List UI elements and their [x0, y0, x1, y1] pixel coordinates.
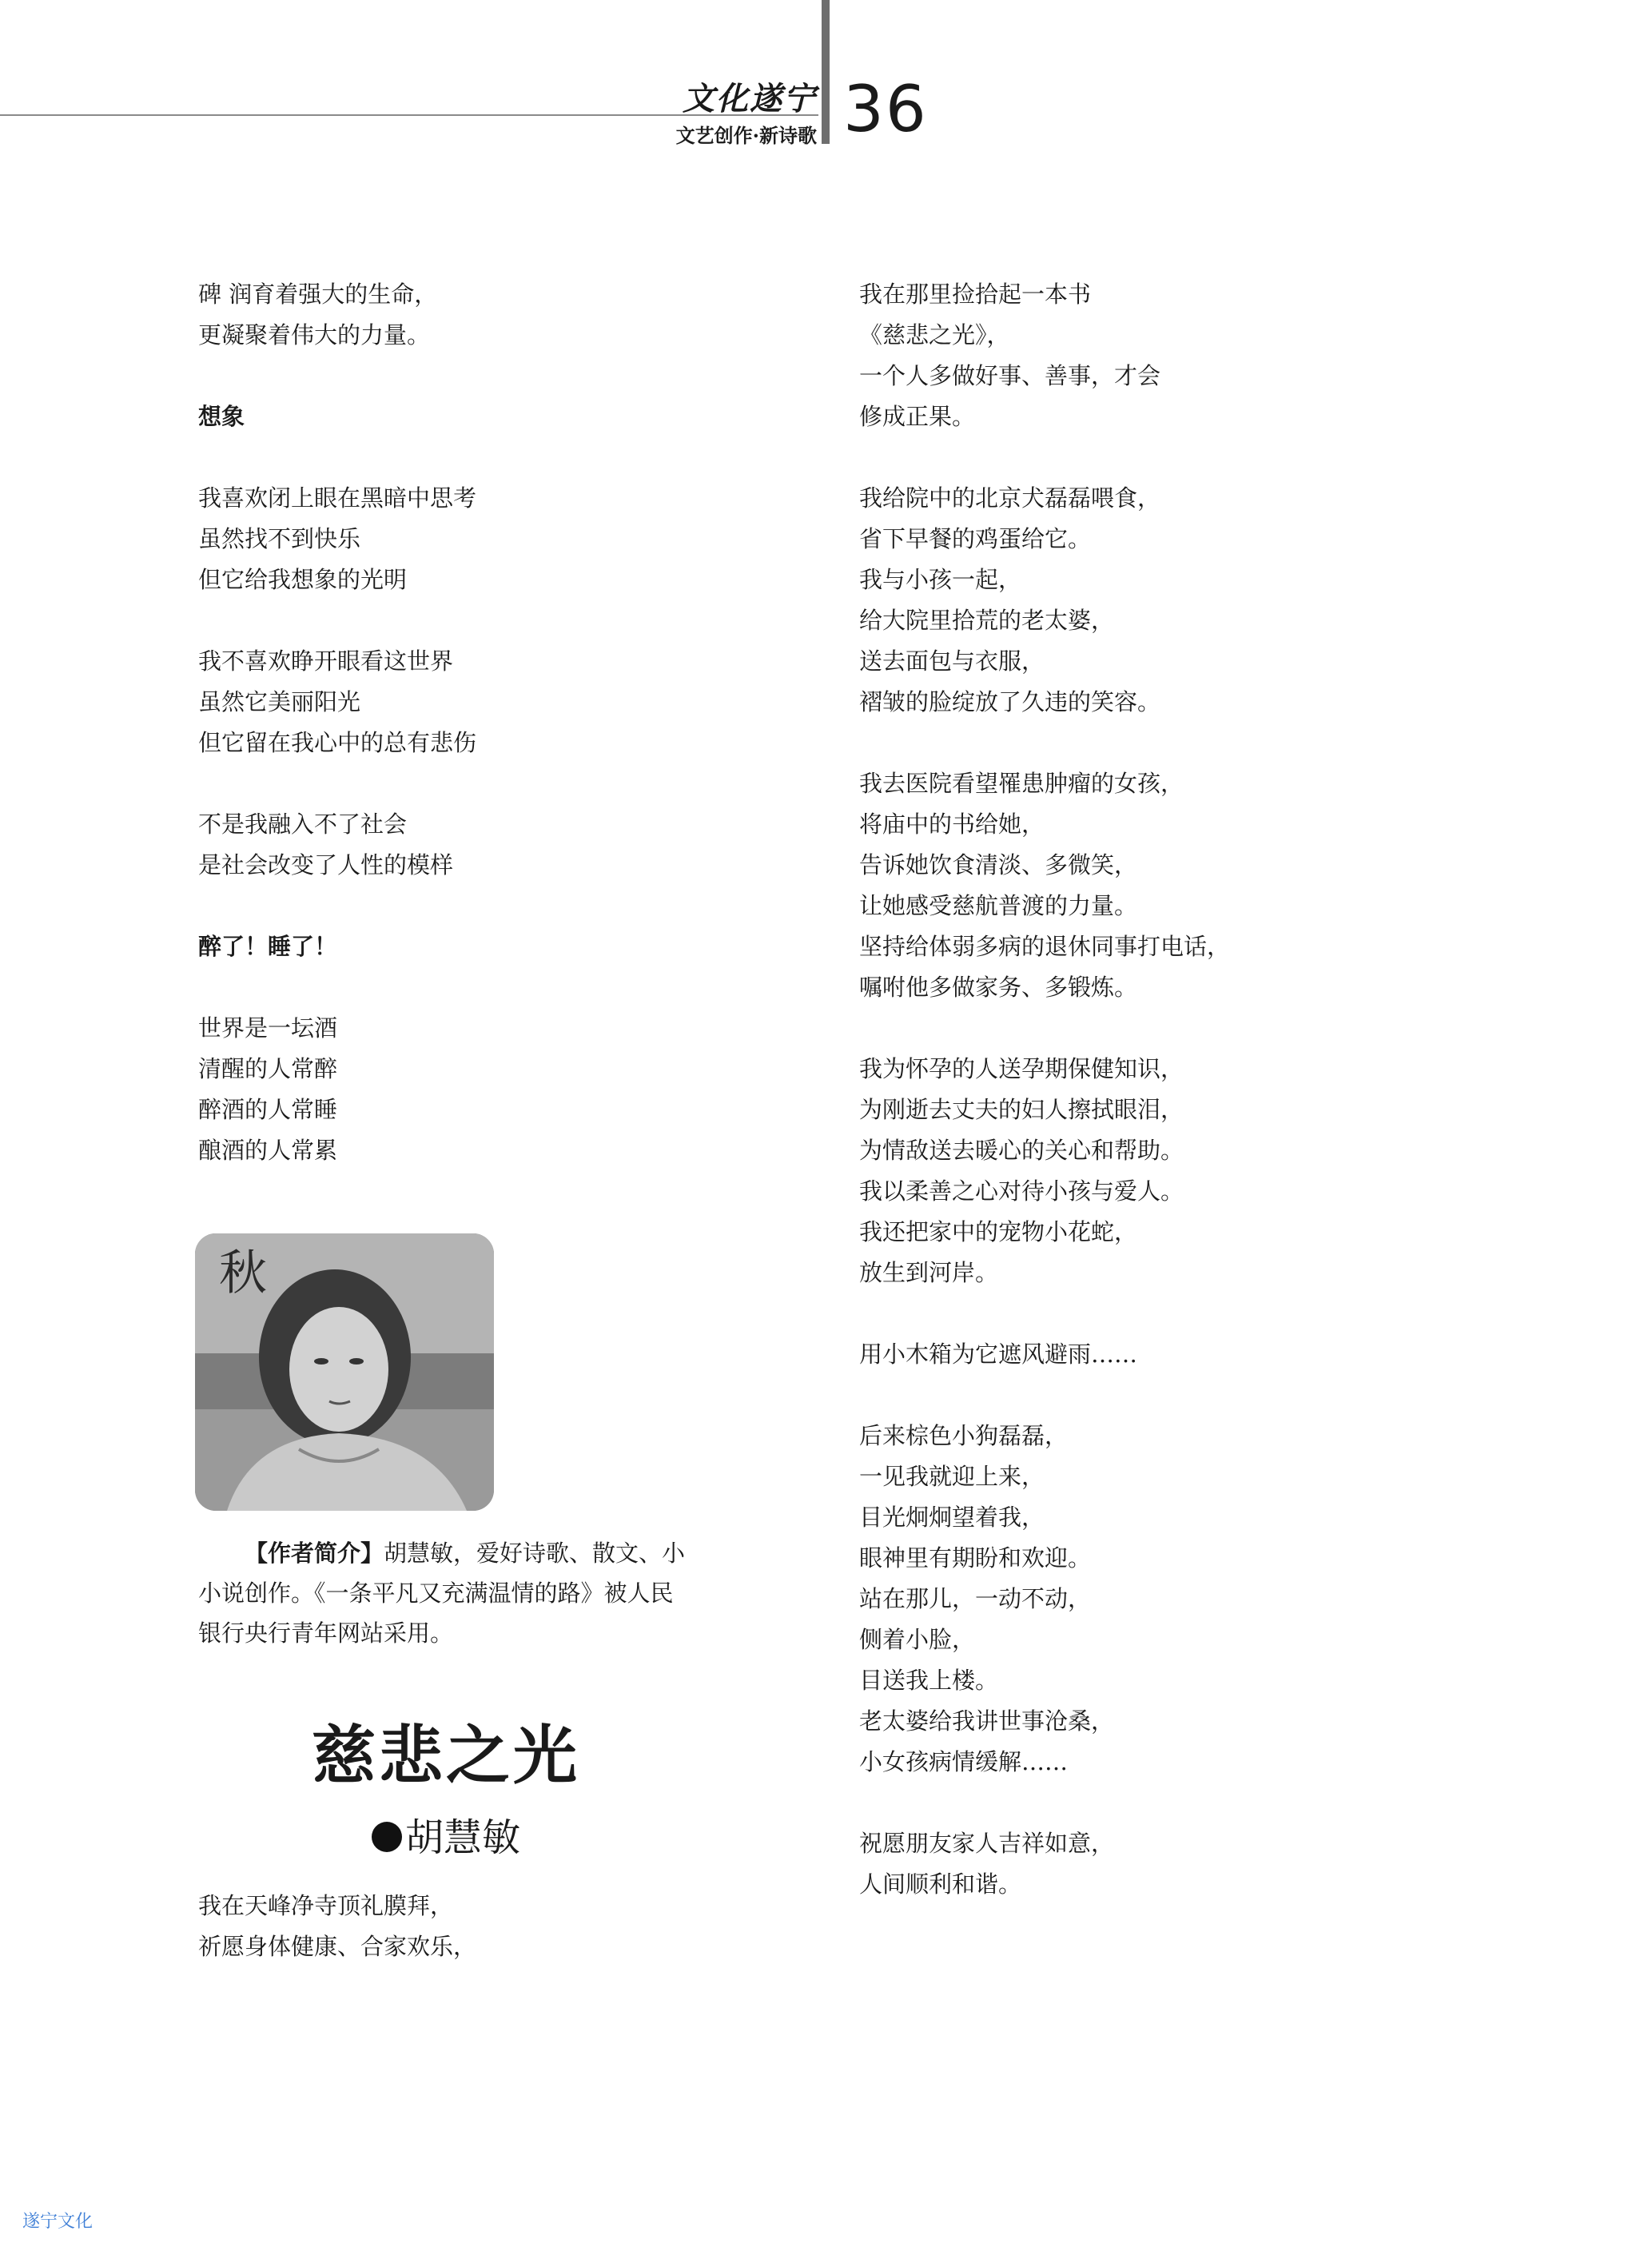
- author-bio: [198, 1533, 694, 1653]
- text-line: 我为怀孕的人送孕期保健知识，: [859, 1055, 1184, 1082]
- text-line: 但它给我想象的光明: [198, 566, 408, 593]
- text-line: 我与小孩一起，: [859, 566, 1022, 593]
- blank-line: [859, 1783, 1230, 1823]
- text-line: 人间顺利和谐。: [859, 1870, 1022, 1898]
- text-line: 清醒的人常醉: [198, 1055, 338, 1082]
- blank-line: [198, 437, 476, 478]
- text-line: 我在那里捡拾起一本书: [859, 281, 1092, 308]
- text-line: 为情敌送去暖心的关心和帮助。: [859, 1137, 1184, 1164]
- text-line: 是社会改变了人性的模样: [198, 851, 454, 878]
- text-line: 我还把家中的宠物小花蛇，: [859, 1218, 1138, 1245]
- text-line: 告诉她饮食清淡、多微笑，: [859, 851, 1138, 878]
- text-line: 《慈悲之光》，: [859, 321, 1010, 349]
- blank-line: [859, 1293, 1230, 1334]
- poem-section-heading: 想象: [198, 403, 245, 430]
- text-line: 用小木箱为它遮风避雨……: [859, 1341, 1138, 1368]
- photo-calligraphy: 秋: [219, 1245, 267, 1301]
- blank-line: [859, 437, 1230, 478]
- text-line: 一个人多做好事、善事，才会: [859, 362, 1161, 389]
- author-bio-text: 胡慧敏，爱好诗歌、散文、小小说创作。《一条平凡又充满温情的路》被人民银行央行青年网站采用。: [198, 1540, 686, 1647]
- text-line: 放生到河岸。: [859, 1259, 999, 1286]
- text-line: 后来棕色小狗磊磊，: [859, 1422, 1069, 1449]
- poem-author: 胡慧敏: [404, 1815, 520, 1860]
- left-column-poem-start: [198, 1886, 476, 1967]
- text-line: 将庙中的书给她，: [859, 811, 1045, 838]
- blank-line: [198, 600, 476, 641]
- blank-line: [198, 356, 476, 396]
- author-photo: [195, 1233, 494, 1511]
- text-line: 目送我上楼。: [859, 1667, 999, 1694]
- text-line: 世界是一坛酒: [198, 1014, 338, 1042]
- text-line: 碑 润育着强大的生命，: [198, 281, 438, 308]
- magazine-section-title: 文化遂宁: [683, 80, 817, 118]
- text-line: 送去面包与衣服，: [859, 647, 1045, 675]
- text-line: 虽然它美丽阳光: [198, 688, 361, 715]
- text-line: 我去医院看望罹患肿瘤的女孩，: [859, 770, 1184, 797]
- blank-line: [859, 1375, 1230, 1416]
- text-line: 我以柔善之心对待小孩与爱人。: [859, 1177, 1184, 1205]
- text-line: 目光炯炯望着我，: [859, 1504, 1045, 1531]
- text-line: 不是我融入不了社会: [198, 811, 408, 838]
- text-line: 给大院里拾荒的老太婆，: [859, 607, 1115, 634]
- blank-line: [859, 1008, 1230, 1049]
- text-line: 省下早餐的鸡蛋给它。: [859, 525, 1092, 552]
- text-line: 我喜欢闭上眼在黑暗中思考: [198, 484, 477, 512]
- poem-title: 慈悲之光: [312, 1718, 580, 1793]
- header-divider-bar: [822, 0, 830, 144]
- text-line: 褶皱的脸绽放了久违的笑容。: [859, 688, 1161, 715]
- text-line: 嘱咐他多做家务、多锻炼。: [859, 974, 1138, 1001]
- author-bio-tag: 【作者简介】: [245, 1540, 384, 1567]
- text-line: 为刚逝去丈夫的妇人擦拭眼泪，: [859, 1096, 1184, 1123]
- text-line: 醉酒的人常睡: [198, 1096, 338, 1123]
- blank-line: [859, 723, 1230, 763]
- text-line: 让她感受慈航普渡的力量。: [859, 892, 1138, 919]
- text-line: 修成正果。: [859, 403, 976, 430]
- poem-author-line: [198, 1807, 694, 1862]
- text-line: 坚持给体弱多病的退休同事打电话，: [859, 933, 1231, 960]
- text-line: 虽然找不到快乐: [198, 525, 361, 552]
- text-line: 老太婆给我讲世事沧桑，: [859, 1707, 1115, 1735]
- text-line: 更凝聚着伟大的力量。: [198, 321, 431, 349]
- left-column-text: [198, 274, 476, 1171]
- watermark-logo: 遂宁文化: [22, 2212, 94, 2232]
- text-line: 一见我就迎上来，: [859, 1463, 1045, 1490]
- text-line: 站在那儿，一动不动，: [859, 1585, 1092, 1612]
- right-column-text: [859, 274, 1230, 1905]
- text-line: 祝愿朋友家人吉祥如意，: [859, 1830, 1115, 1857]
- text-line: 祈愿身体健康、合家欢乐，: [198, 1933, 477, 1960]
- text-line: 小女孩病情缓解……: [859, 1748, 1069, 1775]
- page-number: 36: [843, 72, 928, 146]
- text-line: 我在天峰净寺顶礼膜拜，: [198, 1892, 454, 1919]
- blank-line: [198, 886, 476, 926]
- text-line: 侧着小脸，: [859, 1626, 976, 1653]
- blank-line: [198, 763, 476, 804]
- bullet-dot-icon: [372, 1822, 402, 1852]
- blank-line: [198, 967, 476, 1008]
- poem-section-heading: 醉了！睡了！: [198, 933, 338, 960]
- text-line: 我给院中的北京犬磊磊喂食，: [859, 484, 1161, 512]
- magazine-subsection: 文艺创作·新诗歌: [675, 124, 817, 147]
- text-line: 酿酒的人常累: [198, 1137, 338, 1164]
- text-line: 但它留在我心中的总有悲伤: [198, 729, 477, 756]
- text-line: 我不喜欢睁开眼看这世界: [198, 647, 454, 675]
- text-line: 眼神里有期盼和欢迎。: [859, 1544, 1092, 1572]
